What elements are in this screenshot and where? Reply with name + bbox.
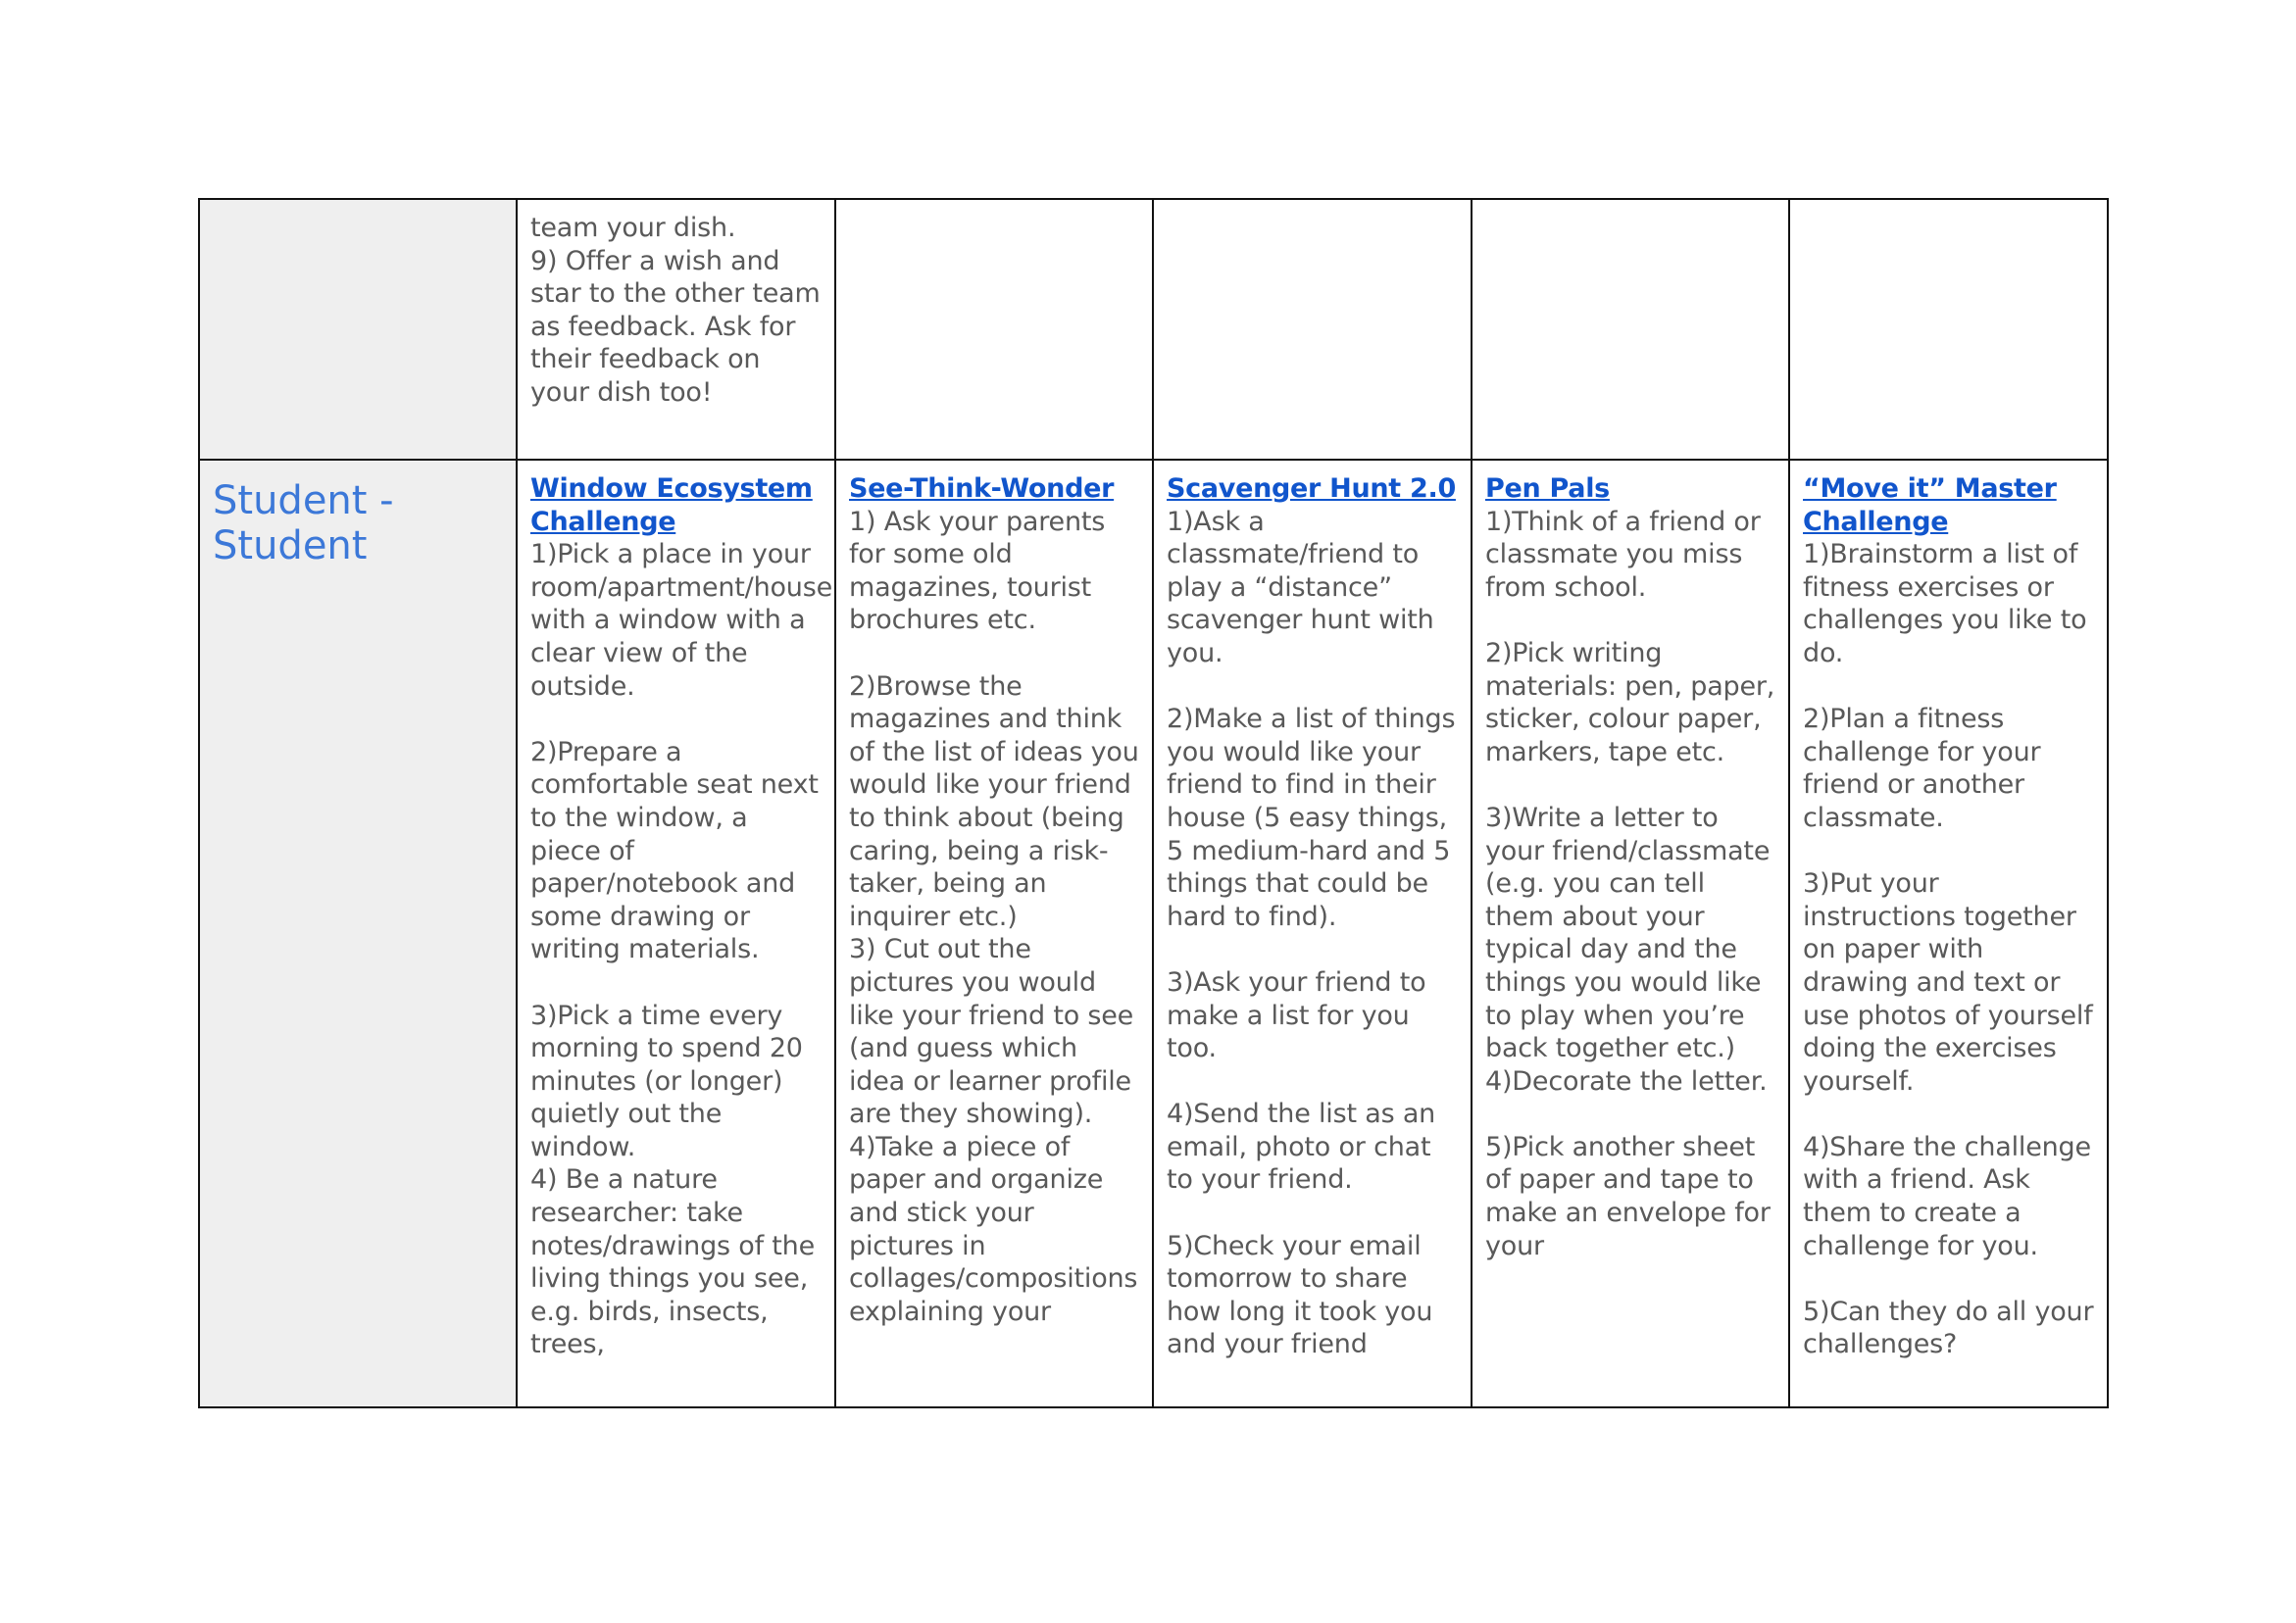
activity-cell [517,199,835,460]
activity-instructions: team your dish. 9) Offer a wish and star to the other team as feedback. Ask for their feedback on your dish too! [530,213,821,408]
empty-cell [1789,199,2108,460]
activity-link-see-think-wonder[interactable]: See-Think-Wonder [849,473,1115,504]
row-label-student-student: Student - Student [213,478,394,568]
row-label-cell [199,199,517,460]
activity-link-scavenger-hunt[interactable]: Scavenger Hunt 2.0 [1167,473,1456,504]
activity-cell-see-think-wonder [835,460,1153,1407]
table-row-student-student [199,460,2108,1407]
activity-cell-pen-pals [1472,460,1789,1407]
empty-cell [835,199,1153,460]
activity-cell-window-ecosystem [517,460,835,1407]
activity-link-move-it[interactable]: “Move it” Master Challenge [1803,473,2057,537]
activity-instructions: 1)Brainstorm a list of fitness exercises or challenges you like to do. 2)Plan a fitness challenge for your friend or another classmate. 3)Put your instructions together on paper with drawing and text or use photos of yourself doing the exercises yourself. 4)Share the challenge with a friend. Ask them to create a challenge for you. 5)Can they do all your challenges? [1803,539,2094,1360]
table-row-continuation [199,199,2108,460]
row-label-cell [199,460,517,1407]
activity-link-window-ecosystem[interactable]: Window Ecosystem Challenge [530,473,813,537]
activity-link-pen-pals[interactable]: Pen Pals [1485,473,1610,504]
activities-table [198,198,2109,1408]
activity-instructions: 1)Pick a place in your room/apartment/house with a window with a clear view of the outside. 2)Prepare a comfortable seat next to the window, a piece of paper/notebook and some drawing or writing materials. 3)Pick a time every morning to spend 20 minutes (or longer) quietly out the window. 4) Be a nature researcher: take notes/drawings of the living things you see, e.g. birds, insects, trees, [530,539,832,1360]
activity-cell-move-it [1789,460,2108,1407]
activity-instructions: 1)Ask a classmate/friend to play a “distance” scavenger hunt with you. 2)Make a list of things you would like your friend to find in their house (5 easy things, 5 medium-hard and 5 things that could be hard to find). 3)Ask your friend to make a list for you too. 4)Send the list as an email, photo or chat to your friend. 5)Check your email tomorrow to share how long it took you and your friend [1167,506,1456,1360]
empty-cell [1472,199,1789,460]
empty-cell [1153,199,1472,460]
activity-instructions: 1)Think of a friend or classmate you miss from school. 2)Pick writing materials: pen, paper, sticker, colour paper, markers, tape etc. 3)Write a letter to your friend/classmate (e.g. you can tell them about your typical day and the things you would like to play when you’re back together etc.) 4)Decorate the letter. 5)Pick another sheet of paper and tape to make an envelope for your [1485,506,1775,1261]
activity-cell-scavenger-hunt [1153,460,1472,1407]
activity-instructions: 1) Ask your parents for some old magazines, tourist brochures etc. 2)Browse the magazines and think of the list of ideas you would like your friend to think about (being caring, being a risk-taker, being an inquirer etc.) 3) Cut out the pictures you would like your friend to see (and guess which idea or learner profile are they showing). 4)Take a piece of paper and organize and stick your pictures in collages/compositions explaining your [849,506,1139,1327]
